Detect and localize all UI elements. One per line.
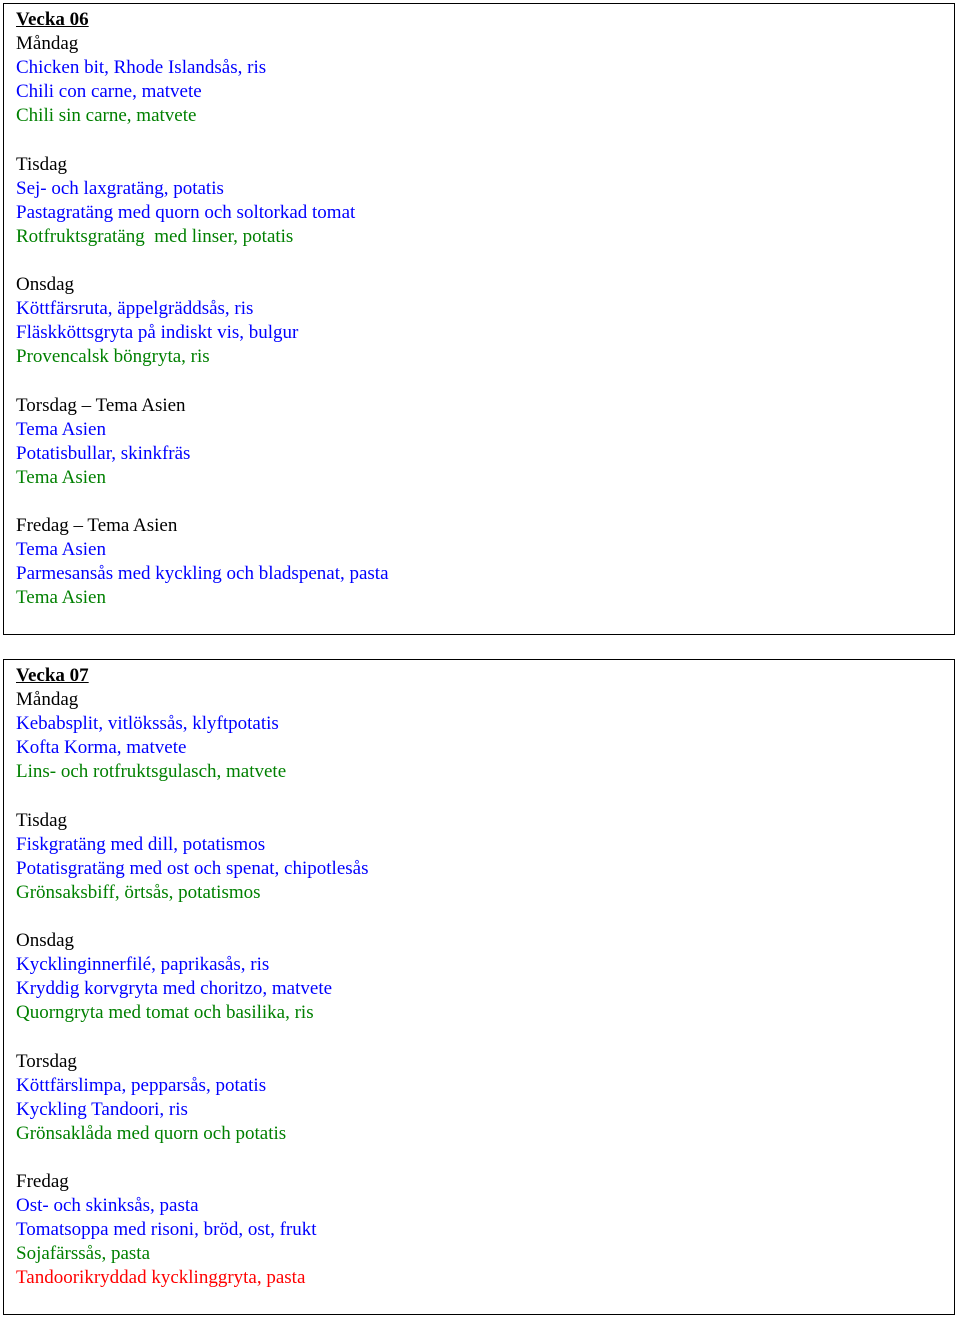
day-heading-wednesday: Onsdag: [16, 930, 75, 952]
dish-item: Tomatsoppa med risoni, bröd, ost, frukt: [16, 1219, 317, 1241]
spacer: [16, 784, 946, 808]
day-heading-tuesday: Tisdag: [16, 153, 68, 175]
dish-item: Kryddig korvgryta med choritzo, matvete: [16, 978, 333, 1000]
dish-item: Köttfärslimpa, pepparsås, potatis: [16, 1074, 267, 1096]
dish-item: Potatisbullar, skinkfräs: [16, 442, 191, 464]
dish-item-special: Tandoorikryddad kycklinggryta, pasta: [16, 1267, 306, 1289]
dish-item-vegetarian: Chili sin carne, matvete: [16, 105, 197, 127]
dish-item: Kyckling Tandoori, ris: [16, 1098, 188, 1120]
dish-item: Köttfärsruta, äppelgräddsås, ris: [16, 298, 254, 320]
dish-item-vegetarian: Grönsaksbiff, örtsås, potatismos: [16, 881, 261, 903]
dish-item: Chili con carne, matvete: [16, 81, 202, 103]
week-title: Vecka 06: [16, 9, 89, 30]
day-heading-friday: Fredag – Tema Asien: [16, 514, 178, 536]
dish-item: Pastagratäng med quorn och soltorkad tomat: [16, 201, 356, 223]
dish-item: Tema Asien: [16, 539, 106, 561]
dish-item-vegetarian: Tema Asien: [16, 466, 106, 488]
dish-item-vegetarian: Rotfruktsgratäng med linser, potatis: [16, 225, 294, 247]
dish-item: Ost- och skinksås, pasta: [16, 1195, 199, 1217]
dish-item: Fläskköttsgryta på indiskt vis, bulgur: [16, 322, 299, 344]
spacer: [16, 1025, 946, 1049]
spacer: [16, 905, 946, 929]
week-title: Vecka 07: [16, 665, 89, 686]
spacer: [16, 249, 946, 273]
day-heading-monday: Måndag: [16, 689, 79, 711]
spacer: [16, 369, 946, 393]
dish-item: Sej- och laxgratäng, potatis: [16, 177, 224, 199]
dish-item-vegetarian: Lins- och rotfruktsgulasch, matvete: [16, 761, 287, 783]
spacer: [16, 128, 946, 152]
dish-item: Potatisgratäng med ost och spenat, chipotlesås: [16, 857, 369, 879]
dish-item-vegetarian: Provencalsk böngryta, ris: [16, 346, 210, 368]
dish-item: Kofta Korma, matvete: [16, 737, 187, 759]
day-heading-tuesday: Tisdag: [16, 809, 68, 831]
week-07-menu: [3, 659, 955, 1315]
spacer: [16, 1146, 946, 1170]
dish-item-vegetarian: Grönsaklåda med quorn och potatis: [16, 1122, 287, 1144]
spacer: [16, 490, 946, 514]
dish-item: Fiskgratäng med dill, potatismos: [16, 833, 266, 855]
day-heading-monday: Måndag: [16, 33, 79, 55]
dish-item: Kebabsplit, vitlökssås, klyftpotatis: [16, 713, 279, 735]
week-06-menu: [3, 3, 955, 635]
dish-item-vegetarian: Quorngryta med tomat och basilika, ris: [16, 1002, 314, 1024]
week-06-content: [16, 8, 946, 610]
dish-item-vegetarian: Tema Asien: [16, 587, 106, 609]
day-heading-thursday: Torsdag – Tema Asien: [16, 394, 186, 416]
dish-item: Chicken bit, Rhode Islandsås, ris: [16, 57, 267, 79]
day-heading-friday: Fredag: [16, 1170, 69, 1192]
day-heading-wednesday: Onsdag: [16, 274, 75, 296]
dish-item: Kycklinginnerfilé, paprikasås, ris: [16, 954, 270, 976]
dish-item: Parmesansås med kyckling och bladspenat, pasta: [16, 563, 389, 585]
day-heading-thursday: Torsdag: [16, 1050, 77, 1072]
dish-item-vegetarian: Sojafärssås, pasta: [16, 1243, 151, 1265]
week-07-content: [16, 664, 946, 1290]
dish-item: Tema Asien: [16, 418, 106, 440]
